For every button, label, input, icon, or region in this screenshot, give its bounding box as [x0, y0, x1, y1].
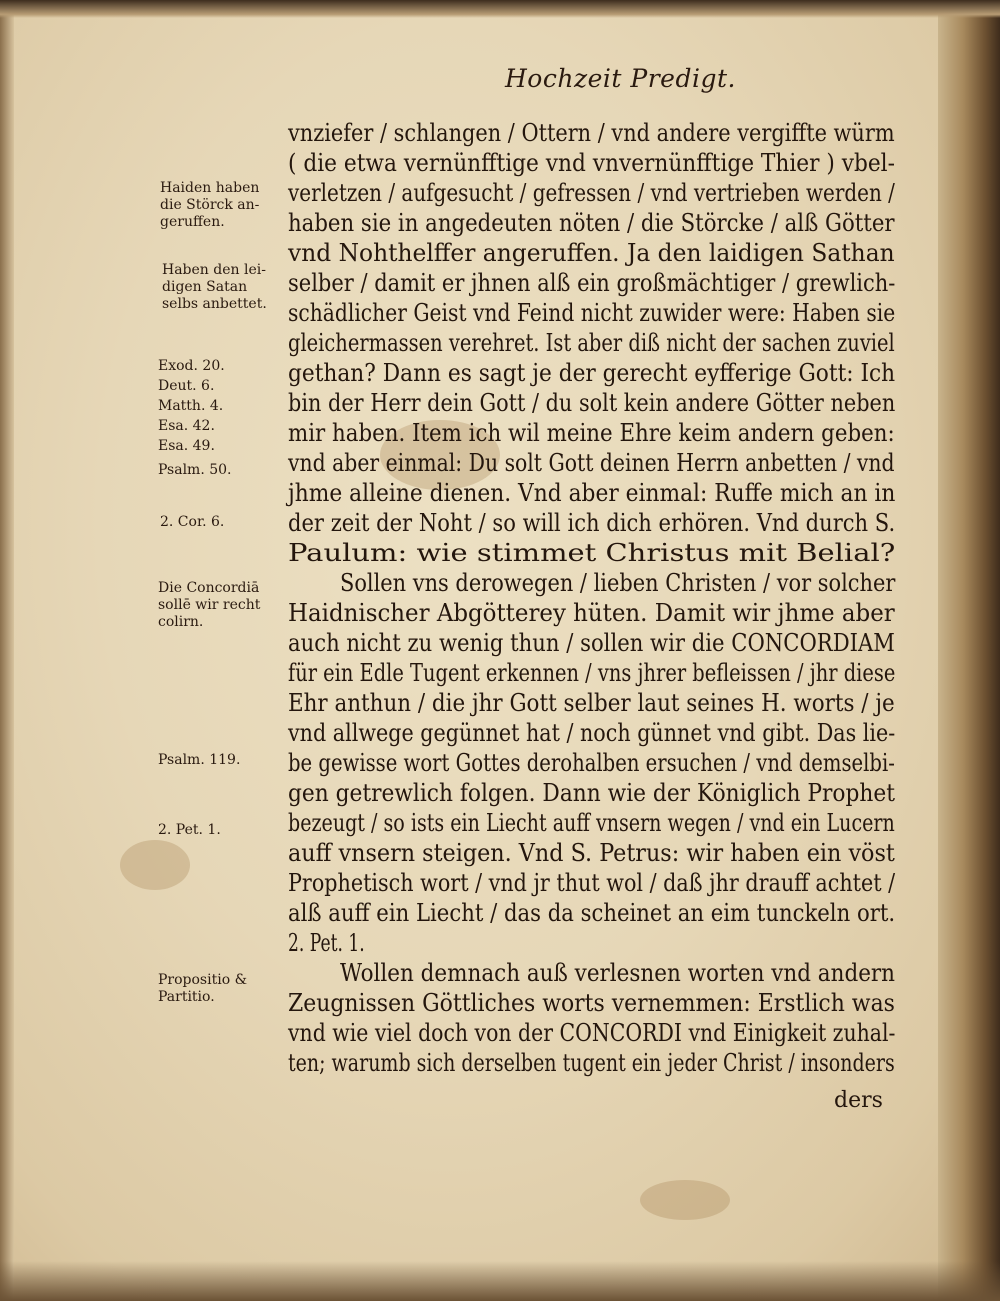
- margin-note-line: Matth. 4.: [158, 398, 224, 414]
- text-line: gleichermassen verehret. Ist aber diß nicht der sachen zuviel: [288, 329, 895, 357]
- text-line: Zeugnissen Göttliches worts vernemmen: Erstlich was: [288, 989, 895, 1017]
- book-spine-shadow: [938, 0, 1000, 1301]
- text-line: Ehr anthun / die jhr Gott selber laut seines H. worts / je: [288, 689, 895, 717]
- text-line: Wollen demnach auß verlesnen worten vnd andern: [340, 959, 896, 987]
- margin-note-line: Esa. 49.: [158, 438, 215, 454]
- margin-note-line: digen Satan: [162, 279, 248, 295]
- page-bottom-edge: [0, 1261, 1000, 1301]
- text-line: vnd Nohthelffer angeruffen. Ja den laidigen Sathan: [288, 239, 895, 267]
- text-line: Sollen vns derowegen / lieben Christen / vor solcher: [340, 569, 896, 597]
- text-line: vnd allwege gegünnet hat / noch günnet vnd gibt. Das lie-: [288, 719, 896, 747]
- text-line: Paulum: wie stimmet Christus mit Belial?: [288, 539, 896, 567]
- text-line: bezeugt / so ists ein Liecht auff vnsern wegen / vnd ein Lucern: [288, 809, 895, 837]
- margin-note-line: sollē wir recht: [158, 597, 261, 613]
- text-line: gen getrewlich folgen. Dann wie der Königlich Prophet: [288, 779, 895, 807]
- text-line: verletzen / aufgesucht / gefressen / vnd vertrieben werden /: [288, 179, 895, 207]
- running-head: Hochzeit Predigt.: [505, 64, 736, 93]
- text-line: gethan? Dann es sagt je der gerecht eyfferige Gott: Ich: [288, 359, 896, 387]
- page-left-edge: [0, 0, 14, 1301]
- text-line: haben sie in angedeuten nöten / die Störcke / alß Götter: [288, 209, 895, 237]
- margin-note-line: Psalm. 50.: [158, 462, 232, 478]
- text-line: vnziefer / schlangen / Ottern / vnd andere vergiffte würm: [288, 119, 895, 147]
- text-line: Prophetisch wort / vnd jr thut wol / daß jhr drauff achtet /: [288, 869, 896, 897]
- text-line: ten; warumb sich derselben tugent ein jeder Christ / insonders: [288, 1049, 895, 1077]
- text-line: auch nicht zu wenig thun / sollen wir die CONCORDIAM: [288, 629, 895, 657]
- margin-note-line: Haben den lei-: [162, 262, 266, 278]
- margin-note-line: Deut. 6.: [158, 378, 215, 394]
- text-line: der zeit der Noht / so will ich dich erhören. Vnd durch S.: [288, 509, 896, 537]
- foxing-stain: [120, 840, 190, 890]
- text-line: alß auff ein Liecht / das da scheinet an eim tunckeln ort.: [288, 899, 896, 927]
- margin-note-line: Die Concordiā: [158, 580, 260, 596]
- text-line: schädlicher Geist vnd Feind nicht zuwider were: Haben sie: [288, 299, 896, 327]
- text-line: 2. Pet. 1.: [288, 929, 365, 957]
- page-top-edge: [0, 0, 1000, 18]
- margin-note-line: Psalm. 119.: [158, 752, 241, 768]
- text-line: ( die etwa vernünfftige vnd vnvernünfftige Thier ) vbel-: [288, 149, 895, 177]
- text-line: bin der Herr dein Gott / du solt kein andere Götter neben: [288, 389, 896, 417]
- margin-note-line: 2. Pet. 1.: [158, 822, 221, 838]
- margin-note-line: 2. Cor. 6.: [160, 514, 225, 530]
- text-line: mir haben. Item ich wil meine Ehre keim andern geben:: [288, 419, 895, 447]
- text-line: Haidnischer Abgötterey hüten. Damit wir jhme aber: [288, 599, 895, 627]
- margin-note-line: colirn.: [158, 614, 204, 630]
- margin-note-line: Partitio.: [158, 989, 215, 1005]
- margin-note-line: Exod. 20.: [158, 358, 225, 374]
- catchword: ders: [834, 1088, 883, 1113]
- foxing-stain: [640, 1180, 730, 1220]
- margin-note-line: Esa. 42.: [158, 418, 215, 434]
- text-line: für ein Edle Tugent erkennen / vns jhrer befleissen / jhr diese: [288, 659, 896, 687]
- text-line: be gewisse wort Gottes derohalben ersuchen / vnd demselbi-: [288, 749, 895, 777]
- margin-note-line: die Störck an-: [160, 197, 260, 213]
- margin-note-line: selbs anbettet.: [162, 296, 267, 312]
- margin-note-line: geruffen.: [160, 214, 225, 230]
- text-line: vnd aber einmal: Du solt Gott deinen Herrn anbetten / vnd: [288, 449, 895, 477]
- margin-note-line: Propositio &: [158, 972, 248, 988]
- text-line: vnd wie viel doch von der CONCORDI vnd Einigkeit zuhal-: [288, 1019, 896, 1047]
- text-line: auff vnsern steigen. Vnd S. Petrus: wir haben ein vöst: [288, 839, 895, 867]
- margin-note-line: Haiden haben: [160, 180, 260, 196]
- text-line: selber / damit er jhnen alß ein großmächtiger / grewlich-: [288, 269, 896, 297]
- text-line: jhme alleine dienen. Vnd aber einmal: Ruffe mich an in: [288, 479, 896, 507]
